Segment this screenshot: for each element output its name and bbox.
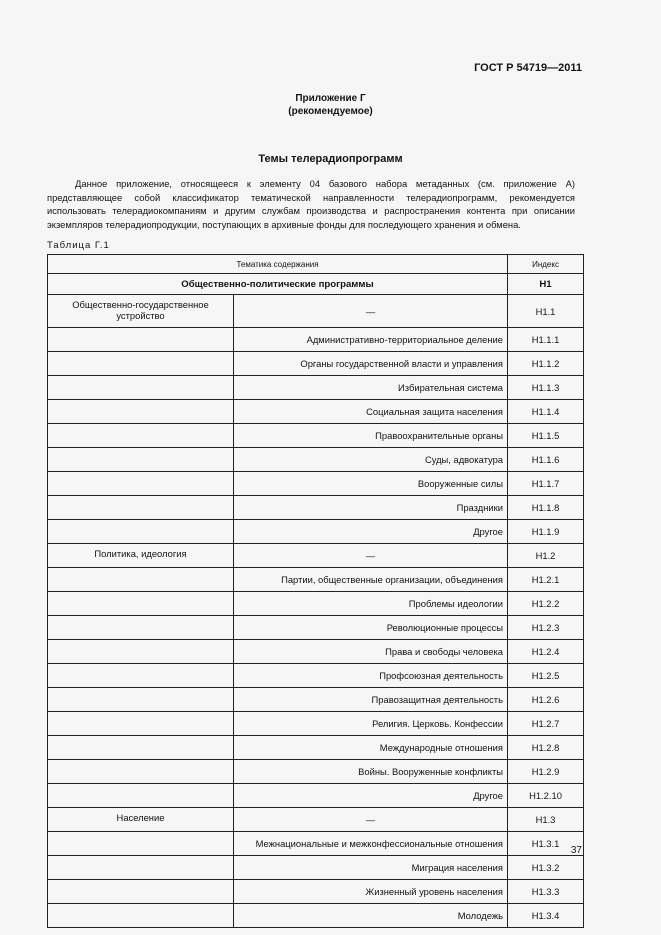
topic-cell: Жизненный уровень населения [234,880,508,904]
table-row [48,832,584,856]
table-row [48,640,584,664]
category-cell [48,616,234,640]
topic-cell: Профсоюзная деятельность [234,664,508,688]
category-cell [48,496,234,520]
category-cell [48,904,234,928]
page-number: 37 [570,845,582,856]
index-cell: Н1.2.10 [508,784,584,808]
category-cell [48,424,234,448]
document-code: ГОСТ Р 54719—2011 [474,62,582,74]
category-cell: Население [48,808,234,832]
table-row [48,328,584,352]
table-row [48,712,584,736]
topic-cell: Избирательная система [234,376,508,400]
index-cell: Н1.1.8 [508,496,584,520]
index-cell: Н1.3.2 [508,856,584,880]
table-row [48,808,584,832]
topic-cell: Административно-территориальное деление [234,328,508,352]
category-cell [48,328,234,352]
category-cell [48,712,234,736]
category-cell [48,688,234,712]
topic-cell: Молодежь [234,904,508,928]
topic-cell: Проблемы идеологии [234,592,508,616]
table-row [48,424,584,448]
table-row [48,856,584,880]
topic-cell: — [234,295,508,328]
index-cell: Н1.2 [508,544,584,568]
category-cell [48,568,234,592]
category-cell [48,400,234,424]
topics-table [47,254,584,928]
topic-cell: Другое [234,784,508,808]
table-row [48,616,584,640]
annex-heading [0,92,661,118]
table-row [48,520,584,544]
topic-cell: Праздники [234,496,508,520]
topic-cell: Суды, адвокатура [234,448,508,472]
category-cell [48,472,234,496]
index-cell: Н1.1.3 [508,376,584,400]
topic-cell: Органы государственной власти и управления [234,352,508,376]
table-header-row [48,255,584,274]
table-row [48,736,584,760]
table-row [48,400,584,424]
index-cell: Н1.2.3 [508,616,584,640]
index-cell: Н1.2.8 [508,736,584,760]
index-cell: Н1.2.5 [508,664,584,688]
category-cell [48,856,234,880]
group-title: Общественно-политические программы [48,274,508,295]
index-cell: Н1.1.6 [508,448,584,472]
category-cell [48,592,234,616]
table-row [48,295,584,328]
header-subject: Тематика содержания [48,255,508,274]
intro-paragraph: Данное приложение, относящееся к элементу 04 базового набора метаданных (см. приложение А) представляющее собой классификатор тематической направленности телерадиопрограмм, рекомендуется использовать телерадиокомпаниям и другим службам производства и распространения контента при описании экземпляров телерадиопродукции, поступающих в архивные фонды для последующего хранения и обмена. [47,178,575,230]
index-cell: Н1.2.2 [508,592,584,616]
topic-cell: Другое [234,520,508,544]
group-row [48,274,584,295]
group-index: Н1 [508,274,584,295]
index-cell: Н1.1.4 [508,400,584,424]
category-cell [48,376,234,400]
topic-cell: Правозащитная деятельность [234,688,508,712]
topic-cell: Социальная защита населения [234,400,508,424]
table-row [48,376,584,400]
category-cell [48,664,234,688]
index-cell: Н1.3.1 [508,832,584,856]
annex-title: Приложение Г [295,93,366,104]
topic-cell: Межнациональные и межконфессиональные отношения [234,832,508,856]
index-cell: Н1.2.7 [508,712,584,736]
category-cell [48,352,234,376]
index-cell: Н1.1.2 [508,352,584,376]
section-title: Темы телерадиопрограмм [258,153,403,165]
topic-cell: Международные отношения [234,736,508,760]
index-cell: Н1.3.3 [508,880,584,904]
table-row [48,592,584,616]
table-row [48,544,584,568]
topic-cell: Революционные процессы [234,616,508,640]
topic-cell: Религия. Церковь. Конфессии [234,712,508,736]
table-row [48,568,584,592]
table-row [48,880,584,904]
category-cell [48,448,234,472]
topic-cell: — [234,544,508,568]
category-cell [48,880,234,904]
index-cell: Н1.1 [508,295,584,328]
table-caption: Таблица Г.1 [47,240,110,251]
index-cell: Н1.2.4 [508,640,584,664]
topic-cell: Миграция населения [234,856,508,880]
category-cell [48,520,234,544]
index-cell: Н1.1.7 [508,472,584,496]
table-row [48,472,584,496]
category-cell [48,784,234,808]
category-cell [48,736,234,760]
category-cell [48,760,234,784]
table-row [48,784,584,808]
table-row [48,760,584,784]
category-cell: Общественно-государственное устройство [48,295,234,328]
category-cell [48,832,234,856]
header-index: Индекс [508,255,584,274]
table-row [48,688,584,712]
index-cell: Н1.2.1 [508,568,584,592]
topic-cell: Права и свободы человека [234,640,508,664]
topic-cell: — [234,808,508,832]
annex-status: (рекомендуемое) [288,106,373,117]
table-row [48,664,584,688]
index-cell: Н1.1.9 [508,520,584,544]
table-row [48,448,584,472]
table-row [48,352,584,376]
index-cell: Н1.3.4 [508,904,584,928]
table-row [48,904,584,928]
topic-cell: Правоохранительные органы [234,424,508,448]
index-cell: Н1.1.5 [508,424,584,448]
index-cell: Н1.2.6 [508,688,584,712]
category-cell [48,640,234,664]
topic-cell: Войны. Вооруженные конфликты [234,760,508,784]
topic-cell: Вооруженные силы [234,472,508,496]
index-cell: Н1.3 [508,808,584,832]
index-cell: Н1.2.9 [508,760,584,784]
topic-cell: Партии, общественные организации, объединения [234,568,508,592]
index-cell: Н1.1.1 [508,328,584,352]
category-cell: Политика, идеология [48,544,234,568]
table-row [48,496,584,520]
